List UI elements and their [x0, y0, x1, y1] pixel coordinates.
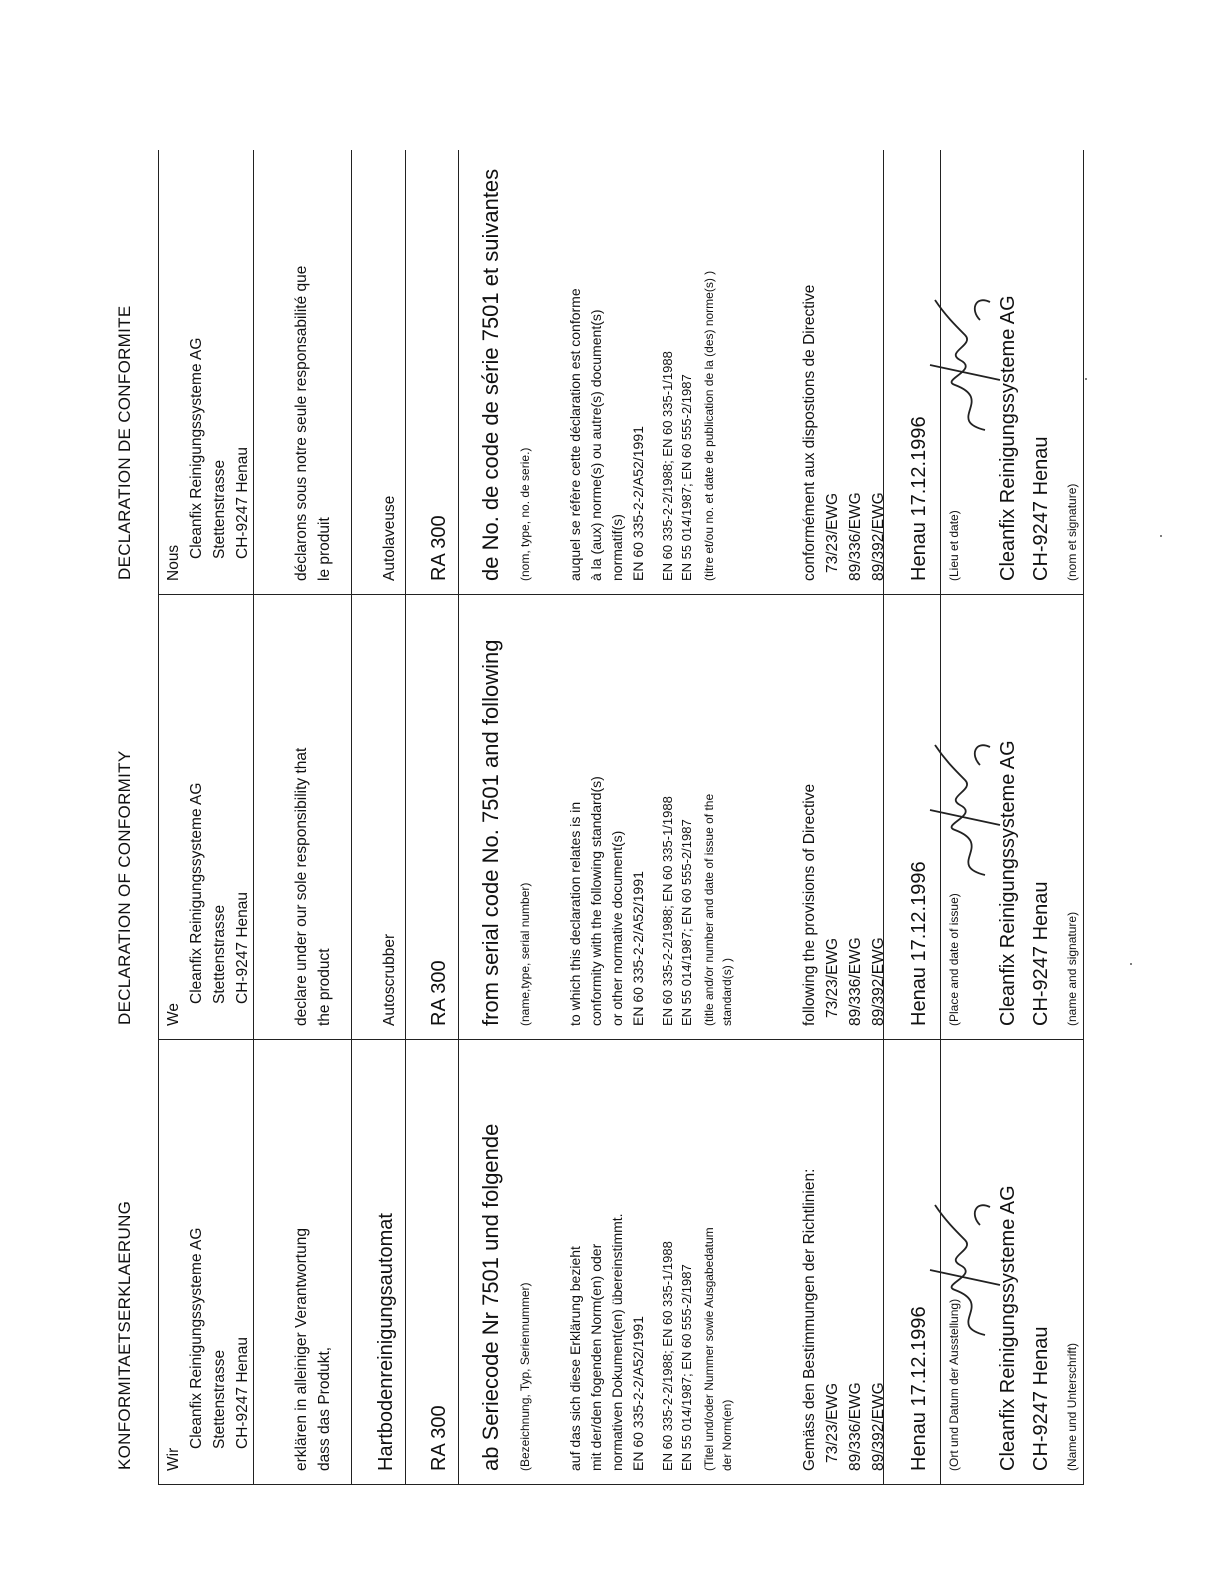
model-name: RA 300: [428, 515, 450, 581]
divider: [351, 150, 352, 595]
address-block: [162, 1228, 254, 1471]
standards-note: [700, 271, 718, 581]
street: Stettenstrasse: [211, 904, 228, 1004]
standards-note: [700, 794, 736, 1026]
handwritten-signature: [925, 1195, 1005, 1345]
serial-note: (name,type, serial number): [518, 882, 532, 1026]
divider: [158, 1040, 159, 1485]
standards-note-line: (title and/or number and date of issue of the: [702, 793, 716, 1026]
company-name: Cleanfix Reinigungssysteme AG: [188, 782, 205, 1004]
declaration-line: the product: [316, 948, 333, 1026]
directive-number: 89/336/EWG: [847, 1382, 864, 1471]
conformity-text: [565, 288, 649, 581]
directive-text: following the provisions of Directive: [801, 783, 818, 1026]
conformity-line: mit der/den fogenden Norm(en) oder: [588, 1243, 604, 1471]
we-label: We: [165, 1003, 182, 1026]
column-border: [158, 594, 1083, 595]
divider: [351, 595, 352, 1040]
column-french: [0, 150, 1225, 595]
standards-note-line: (Titel und/oder Nummer sowie Ausgabedatum: [702, 1227, 716, 1471]
place-date-note: (Ort und Datum der Ausstellung): [947, 1298, 961, 1471]
directive-block: [798, 1169, 890, 1471]
standards-list: [658, 796, 696, 1026]
standards-note-line: standard(s) ): [720, 957, 734, 1026]
street: Stettenstrasse: [211, 1349, 228, 1449]
directive-block: [798, 784, 890, 1026]
signatory-city: CH-9247 Henau: [1030, 436, 1052, 581]
standard-line: EN 55 014/1987; EN 60 555-2/1987: [679, 1264, 694, 1471]
standard-line: EN 55 014/1987; EN 60 555-2/1987: [679, 374, 694, 581]
signature-note: (name and signature): [1065, 911, 1079, 1026]
divider: [405, 1040, 406, 1485]
standard-line: EN 60 335-2-2/1988; EN 60 335-1/1988: [660, 796, 675, 1026]
place-date: Henau 17.12.1996: [908, 861, 930, 1026]
directive-number: 89/336/EWG: [847, 937, 864, 1026]
handwritten-signature: [925, 290, 1005, 440]
conformity-text: [565, 1213, 649, 1471]
model-name: RA 300: [428, 960, 450, 1026]
conformity-line: normatif(s): [609, 514, 625, 581]
directive-block: [798, 285, 890, 581]
signatory-company: Cleanfix Reinigungssysteme AG: [997, 1185, 1019, 1471]
address-block: [162, 783, 254, 1026]
declaration-line: déclarons sous notre seule responsabilité que: [293, 265, 310, 581]
standards-list: [658, 351, 696, 581]
directive-number: 73/23/EWG: [824, 937, 841, 1018]
signatory-city: CH-9247 Henau: [1030, 1326, 1052, 1471]
serial-code: ab Seriecode Nr 7501 und folgende: [478, 1123, 503, 1471]
divider: [351, 1040, 352, 1485]
serial-code: de No. de code de série 7501 et suivantes: [478, 168, 503, 581]
standards-note-line: der Norm(en): [720, 1399, 734, 1471]
place-date-note: (Lieu et date): [947, 510, 961, 581]
place-date: Henau 17.12.1996: [908, 1306, 930, 1471]
standard-line: EN 55 014/1987; EN 60 555-2/1987: [679, 819, 694, 1026]
standards-note: [700, 1227, 736, 1471]
standard-line: EN 60 335-2-2/1988; EN 60 335-1/1988: [660, 1241, 675, 1471]
divider: [158, 150, 159, 595]
serial-note: (nom, type, no. de serie.): [518, 447, 532, 581]
scan-speck: [1160, 535, 1162, 537]
standards-note-line: (titre et/ou no. et date de publication de la (des) norme(s) ): [702, 270, 716, 581]
declaration-text: [290, 266, 336, 581]
signatory-city: CH-9247 Henau: [1030, 881, 1052, 1026]
directive-number: 73/23/EWG: [824, 492, 841, 573]
city: CH-9247 Henau: [234, 891, 251, 1004]
scan-speck: [1085, 378, 1087, 380]
divider: [405, 595, 406, 1040]
standard-line: EN 60 335-2-2/A52/1991: [630, 1316, 646, 1471]
signatory-company: Cleanfix Reinigungssysteme AG: [997, 295, 1019, 581]
declaration-line: declare under our sole responsibility that: [293, 747, 310, 1026]
column-heading: DECLARATION DE CONFORMITE: [115, 305, 134, 580]
product-type: Autolaveuse: [381, 495, 398, 581]
directive-number: 89/392/EWG: [870, 937, 887, 1026]
divider: [1083, 1040, 1084, 1485]
directive-number: 89/392/EWG: [870, 492, 887, 581]
declaration-line: erklären in alleiniger Verantwortung: [293, 1228, 310, 1471]
place-date-note: (Place and date of issue): [947, 893, 961, 1026]
column-german: [0, 1040, 1225, 1485]
standards-list: [658, 1241, 696, 1471]
we-label: Wir: [165, 1447, 182, 1471]
standard-line: EN 60 335-2-2/1988; EN 60 335-1/1988: [660, 351, 675, 581]
declaration-line: le produit: [316, 517, 333, 581]
conformity-line: conformity with the following standard(s): [588, 776, 604, 1026]
column-border: [158, 1039, 1083, 1040]
scan-speck: [1130, 963, 1132, 965]
place-date: Henau 17.12.1996: [908, 416, 930, 581]
column-heading: DECLARATION OF CONFORMITY: [115, 750, 134, 1025]
signature-note: (Name und Unterschrift): [1065, 1342, 1079, 1471]
declaration-text: [290, 1228, 336, 1471]
serial-note: (Bezeichnung, Typ, Seriennummer): [518, 1282, 532, 1471]
declaration-line: dass das Produkt,: [316, 1346, 333, 1471]
directive-number: 89/336/EWG: [847, 492, 864, 581]
city: CH-9247 Henau: [234, 446, 251, 559]
column-english: [0, 595, 1225, 1040]
standard-line: EN 60 335-2-2/A52/1991: [630, 426, 646, 581]
conformity-line: or other normative document(s): [609, 830, 625, 1026]
signature-note: (nom et signature): [1065, 483, 1079, 581]
divider: [405, 150, 406, 595]
conformity-line: auf das sich diese Erklärung bezieht: [567, 1246, 583, 1471]
company-name: Cleanfix Reinigungssysteme AG: [188, 1227, 205, 1449]
column-heading: KONFORMITAETSERKLAERUNG: [115, 1200, 134, 1470]
divider: [1083, 595, 1084, 1040]
declaration-text: [290, 748, 336, 1026]
conformity-line: to which this declaration relates is in: [567, 801, 583, 1026]
divider: [1083, 150, 1084, 595]
street: Stettenstrasse: [211, 459, 228, 559]
company-name: Cleanfix Reinigungssysteme AG: [188, 337, 205, 559]
model-name: RA 300: [428, 1405, 450, 1471]
divider: [458, 150, 459, 595]
conformity-line: normativen Dokument(en) übereinstimmt.: [609, 1213, 625, 1471]
directive-text: Gemäss den Bestimmungen der Richtlinien:: [801, 1168, 818, 1471]
column-border: [158, 1484, 1083, 1485]
signatory-company: Cleanfix Reinigungssysteme AG: [997, 740, 1019, 1026]
product-type: Hartbodenreinigungsautomat: [375, 1213, 397, 1471]
divider: [158, 595, 159, 1040]
serial-code: from serial code No. 7501 and following: [478, 639, 503, 1026]
product-type: Autoscrubber: [381, 933, 398, 1026]
conformity-line: à la (aux) norme(s) ou autre(s) document(s): [588, 309, 604, 581]
divider: [458, 1040, 459, 1485]
divider: [458, 595, 459, 1040]
conformity-text: [565, 776, 649, 1026]
handwritten-signature: [925, 735, 1005, 885]
directive-text: conformément aux dispostions de Directive: [801, 284, 818, 581]
city: CH-9247 Henau: [234, 1336, 251, 1449]
directive-number: 73/23/EWG: [824, 1382, 841, 1463]
address-block: [162, 338, 254, 581]
directive-number: 89/392/EWG: [870, 1382, 887, 1471]
conformity-line: auquel se réfère cette déclaration est conforme: [567, 288, 583, 581]
we-label: Nous: [165, 544, 182, 581]
standard-line: EN 60 335-2-2/A52/1991: [630, 871, 646, 1026]
